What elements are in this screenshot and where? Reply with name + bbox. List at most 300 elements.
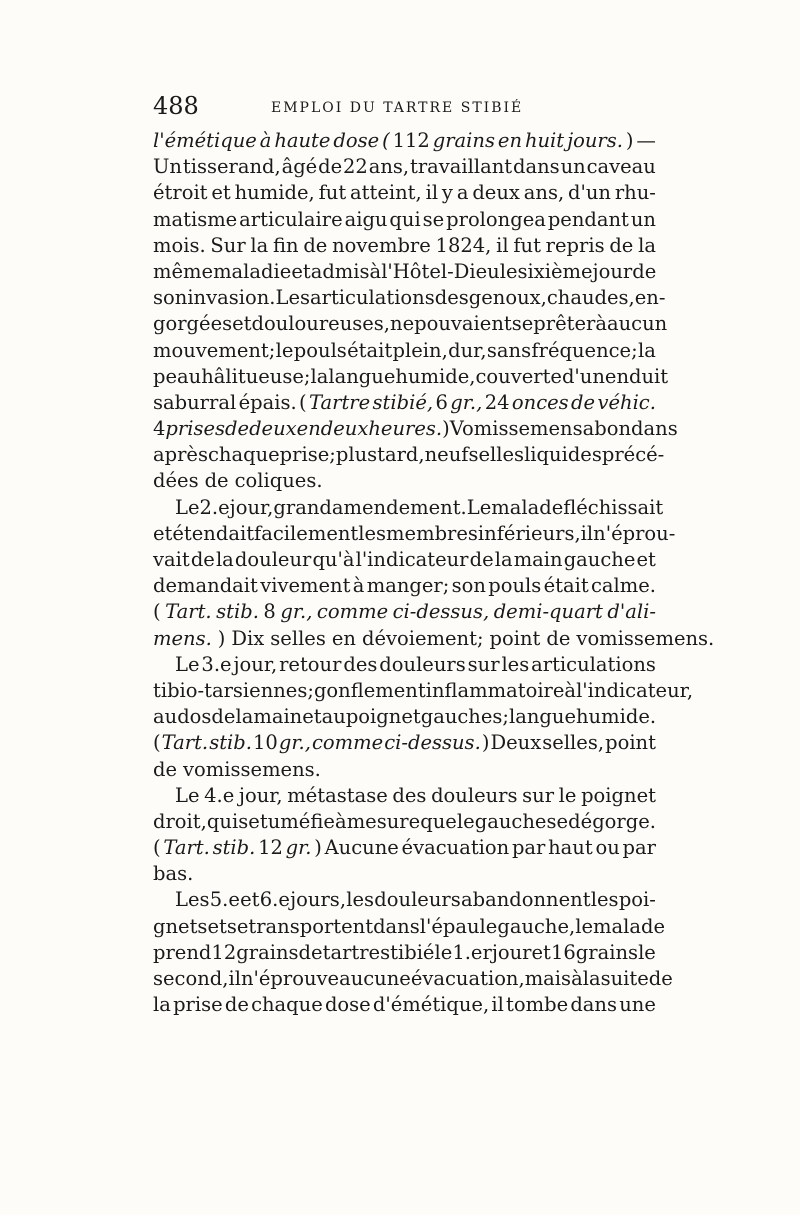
word: gorgées	[153, 312, 233, 336]
word: il	[496, 233, 509, 257]
word: articulations	[310, 286, 435, 310]
word: la	[215, 548, 234, 571]
word: qui	[206, 809, 239, 833]
word: genoux,	[468, 286, 547, 310]
word: de	[204, 469, 229, 493]
text-line	[153, 547, 656, 573]
word: dose	[333, 129, 380, 152]
word: stib.	[209, 731, 252, 755]
word: la	[250, 233, 269, 257]
word: précé-	[601, 443, 665, 467]
word: articulations	[531, 652, 656, 676]
word: gr.	[285, 836, 312, 860]
text-line	[153, 652, 656, 678]
word: )	[481, 731, 490, 755]
word: la	[494, 548, 513, 571]
word: liquides	[524, 443, 602, 467]
word: humide,	[234, 181, 315, 205]
word: aucun	[606, 312, 668, 336]
word: fut	[513, 233, 541, 257]
word: le	[575, 914, 594, 938]
word: dées	[153, 469, 199, 493]
word: grains	[575, 940, 639, 964]
word: prend	[153, 940, 212, 964]
word: 1.er	[452, 940, 492, 964]
text-line	[153, 311, 668, 337]
word: 16	[550, 940, 576, 964]
word: Dix	[231, 626, 265, 650]
word: de	[571, 390, 596, 414]
word: dans	[570, 993, 618, 1017]
word: de	[632, 259, 657, 283]
word: le	[638, 940, 656, 964]
word: mouvement;	[153, 338, 276, 362]
word: à	[571, 967, 583, 990]
word: sur	[467, 652, 500, 676]
word: malade	[593, 914, 666, 938]
word: 24	[484, 390, 510, 414]
text-line	[153, 757, 656, 783]
word: qui	[389, 207, 421, 231]
word: l'indicateur,	[576, 678, 694, 702]
word: métastase	[287, 783, 388, 807]
word: langue	[328, 364, 396, 388]
word: 22	[343, 155, 368, 179]
word: tartre	[322, 940, 381, 964]
word: second,	[153, 967, 229, 990]
word: plein,	[392, 338, 448, 362]
word: qu'à	[312, 548, 355, 571]
word: tombe	[506, 993, 569, 1017]
word: de	[211, 705, 236, 729]
word: l'épaule	[419, 914, 498, 938]
word: articulaire	[239, 207, 343, 231]
body-text	[153, 128, 715, 1018]
word: stibié	[380, 940, 435, 964]
word: était	[347, 338, 393, 362]
word: d'un	[561, 364, 605, 388]
word: par	[511, 836, 546, 860]
word: Les	[175, 888, 210, 912]
word: gauches;	[420, 705, 509, 729]
word: Deux	[490, 731, 542, 755]
text-line	[153, 626, 715, 652]
word: Le	[175, 783, 200, 807]
word: que	[420, 809, 457, 833]
word: invasion.	[187, 286, 276, 310]
word: l'émétique	[153, 129, 257, 152]
word: 4.e	[204, 783, 235, 807]
word: dans	[373, 914, 420, 938]
word: n'éprou-	[593, 521, 676, 545]
word: )	[442, 417, 450, 441]
word: gauche	[474, 809, 547, 833]
word: (	[153, 836, 161, 860]
word: admis	[310, 259, 370, 283]
text-line	[153, 285, 666, 311]
word: gonflement	[313, 678, 426, 702]
word: deux	[472, 181, 520, 205]
page-number: 488	[153, 92, 199, 120]
word: des	[343, 652, 378, 676]
word: )	[217, 626, 226, 650]
word: dégorge.	[568, 809, 656, 833]
word: chaque	[207, 443, 280, 467]
word: se	[511, 312, 534, 336]
word: Tart.	[161, 731, 209, 755]
text-line	[153, 914, 666, 940]
word: malade	[491, 495, 564, 519]
word: à	[369, 259, 382, 283]
word: plus	[335, 443, 378, 467]
word: à	[352, 574, 365, 598]
word: âgé	[281, 155, 318, 179]
word: manger;	[366, 574, 450, 598]
text-line	[153, 259, 656, 285]
word: 8	[263, 600, 276, 624]
word: et	[291, 259, 311, 283]
word: gr.,	[280, 600, 313, 624]
word: suite	[600, 967, 649, 990]
word: par	[622, 836, 656, 860]
word: douleur	[234, 548, 312, 571]
word: couverte	[475, 364, 562, 388]
word: et	[153, 521, 173, 545]
running-head: EMPLOI DU TARTRE STIBIÉ	[271, 100, 524, 116]
word: comme	[311, 731, 384, 755]
word: était	[543, 574, 589, 598]
word: a	[456, 181, 469, 205]
word: d'émétique,	[372, 993, 490, 1017]
word: douleurs	[431, 783, 518, 807]
word: —	[636, 129, 656, 152]
word: le	[456, 809, 475, 833]
word: pouls	[293, 338, 347, 362]
word: de	[318, 155, 343, 179]
word: dans	[513, 155, 560, 179]
word: (	[153, 600, 161, 624]
word: prêter	[533, 312, 596, 336]
word: coliques.	[234, 469, 323, 493]
text-line	[153, 128, 656, 154]
word: gnets	[153, 914, 208, 938]
word: ci-dessus,	[392, 600, 490, 624]
word: gauche,	[497, 914, 576, 938]
word: tuméfie	[259, 809, 335, 833]
word: onces	[511, 390, 569, 414]
word: 6	[435, 390, 448, 414]
word: point	[489, 626, 541, 650]
word: jours.	[567, 129, 623, 152]
word: retour	[279, 652, 342, 676]
word: Les	[275, 286, 310, 310]
word: droit,	[153, 809, 207, 833]
word: le	[499, 259, 518, 283]
word: prise	[173, 993, 223, 1017]
word: ans,	[368, 155, 410, 179]
word: la	[582, 967, 601, 990]
word: prolongea	[446, 207, 546, 231]
word: dur,	[448, 338, 487, 362]
word: les	[501, 652, 530, 676]
word: ci-dessus.	[384, 731, 481, 755]
word: pouvaient	[414, 312, 512, 336]
word: heures.	[368, 417, 443, 441]
word: ans,	[523, 181, 565, 205]
word: selles	[270, 626, 326, 650]
word: des	[392, 783, 427, 807]
word: ne	[390, 312, 415, 336]
word: mesure	[346, 809, 421, 833]
word: gr.,	[450, 390, 483, 414]
word: évacuation	[401, 836, 510, 860]
word: de	[153, 757, 178, 781]
word: selles	[468, 443, 525, 467]
word: inférieurs,	[477, 521, 581, 545]
word: pouls	[488, 574, 542, 598]
word: 3.e	[201, 652, 232, 676]
word: grand	[273, 495, 332, 519]
word: Un	[153, 155, 182, 179]
word: inflammatoire	[425, 678, 565, 702]
word: fréquence;	[531, 338, 638, 362]
word: haut	[548, 836, 593, 860]
text-line	[153, 599, 656, 625]
word: au	[321, 705, 346, 729]
text-line	[153, 338, 656, 364]
word: maladie	[213, 259, 292, 283]
text-line	[153, 364, 669, 390]
word: de	[469, 548, 494, 571]
word: de	[648, 967, 673, 990]
word: son	[451, 574, 486, 598]
word: étroit	[153, 181, 208, 205]
word: atteint,	[350, 181, 422, 205]
word: y	[441, 181, 453, 205]
word: d'ali-	[607, 600, 656, 624]
word: jour,	[233, 652, 278, 676]
word: il	[491, 993, 504, 1017]
text-line	[153, 495, 664, 521]
word: l'indicateur	[355, 548, 469, 571]
word: 6.e	[259, 888, 290, 912]
word: gauche	[563, 548, 636, 571]
word: et	[207, 914, 227, 938]
word: enduit	[604, 364, 669, 388]
word: la	[638, 233, 656, 257]
text-line	[153, 416, 678, 442]
word: son	[153, 286, 188, 310]
word: amendement.	[331, 495, 467, 519]
word: novembre	[332, 233, 431, 257]
word: poignet	[345, 705, 421, 729]
word: de	[303, 233, 328, 257]
word: mois.	[153, 233, 206, 257]
word: poi-	[618, 888, 656, 912]
word: les	[358, 521, 387, 545]
word: comme	[316, 600, 389, 624]
word: fin	[273, 233, 299, 257]
word: et	[232, 312, 252, 336]
text-line	[153, 730, 656, 756]
word: se	[226, 914, 249, 938]
word: 4	[153, 417, 166, 441]
word: caveau	[586, 155, 656, 179]
word: peau	[153, 364, 202, 388]
word: aigu	[344, 207, 388, 231]
word: se	[422, 207, 445, 231]
word: prise;	[279, 443, 336, 467]
word: une	[619, 993, 656, 1017]
word: l'Hôtel-Dieu	[381, 259, 500, 283]
word: il	[425, 181, 439, 205]
word: deux	[320, 417, 369, 441]
word: à	[334, 809, 347, 833]
word: d'un	[568, 181, 611, 205]
word: Aucune	[324, 836, 399, 860]
word: et	[531, 940, 551, 964]
word: les	[346, 888, 375, 912]
word: à	[564, 678, 577, 702]
word: vivement	[260, 574, 351, 598]
word: calme.	[590, 574, 656, 598]
word: humide.	[576, 705, 657, 729]
word: la	[153, 993, 171, 1017]
word: 112	[392, 129, 430, 152]
text-line	[153, 678, 694, 704]
word: grains	[236, 940, 299, 964]
word: ou	[595, 836, 620, 860]
word: deux	[249, 417, 297, 441]
text-line	[153, 809, 656, 835]
word: bas.	[153, 862, 194, 886]
word: prises	[165, 417, 226, 441]
word: saburral	[153, 390, 237, 414]
word: 10	[253, 731, 278, 755]
word: sixième	[517, 259, 593, 283]
word: même	[153, 259, 214, 283]
word: jour,	[229, 495, 274, 519]
text-line	[153, 835, 656, 861]
word: (	[382, 129, 390, 152]
word: de	[190, 548, 215, 571]
word: point	[605, 731, 656, 755]
word: il	[580, 521, 594, 545]
word: mens.	[153, 626, 212, 650]
word: Tart.	[165, 600, 212, 624]
word: en	[331, 626, 356, 650]
word: aucune	[339, 967, 411, 990]
word: grains	[432, 129, 495, 152]
text-line	[153, 233, 656, 259]
word: selles,	[542, 731, 605, 755]
word: jour,	[238, 783, 283, 807]
word: douloureuses,	[251, 312, 391, 336]
word: 2.e	[199, 495, 230, 519]
word: 1824,	[435, 233, 492, 257]
word: membres	[386, 521, 478, 545]
word: dévoiement;	[361, 626, 484, 650]
word: transportent	[248, 914, 374, 938]
word: et	[240, 888, 260, 912]
text-line	[153, 783, 656, 809]
word: de	[224, 993, 249, 1017]
word: et	[211, 181, 231, 205]
word: Sur	[210, 233, 246, 257]
word: (	[299, 390, 307, 414]
word: jours,	[290, 888, 347, 912]
word: main	[513, 548, 563, 571]
word: des	[434, 286, 469, 310]
word: la	[638, 338, 656, 362]
word: au	[153, 705, 178, 729]
text-line	[153, 992, 656, 1018]
word: et	[302, 705, 322, 729]
word: poignet	[581, 783, 656, 807]
text-line	[153, 521, 676, 547]
text-line	[153, 861, 656, 887]
word: )	[625, 129, 634, 152]
word: les	[590, 888, 619, 912]
word: chaque	[251, 993, 323, 1017]
word: 12	[211, 940, 237, 964]
text-line	[153, 390, 656, 416]
word: Le	[175, 495, 200, 519]
word: de	[225, 417, 250, 441]
word: neuf	[424, 443, 469, 467]
word: en	[497, 129, 523, 152]
word: et	[636, 548, 656, 571]
word: sans	[486, 338, 532, 362]
word: facilement	[254, 521, 359, 545]
word: se	[238, 809, 260, 833]
word: (	[153, 731, 161, 755]
word: dose	[324, 993, 371, 1017]
word: )	[314, 836, 322, 860]
word: le	[434, 940, 453, 964]
word: gr.,	[278, 731, 311, 755]
word: hâlitueuse;	[201, 364, 311, 388]
word: tisserand,	[182, 155, 281, 179]
word: stib.	[212, 836, 256, 860]
word: tard,	[377, 443, 425, 467]
word: de	[609, 233, 634, 257]
word: évacuation,	[410, 967, 525, 990]
word: tibio-tarsiennes;	[153, 678, 314, 702]
word: Le	[466, 495, 492, 519]
word: un	[630, 207, 656, 231]
word: vomissemens.	[183, 757, 321, 781]
word: fut	[318, 181, 347, 205]
word: il	[228, 967, 241, 990]
word: à	[595, 312, 607, 336]
word: douleurs	[379, 652, 466, 676]
word: en	[296, 417, 321, 441]
word: la	[310, 364, 329, 388]
word: épais.	[238, 390, 297, 414]
word: après	[153, 443, 208, 467]
word: travaillant	[409, 155, 513, 179]
word: demandait	[153, 574, 258, 598]
word: stibié,	[372, 390, 434, 414]
word: humide,	[395, 364, 476, 388]
page-header	[153, 92, 656, 126]
word: jour	[592, 259, 633, 283]
word: haute	[274, 129, 331, 152]
word: sur	[522, 783, 555, 807]
word: stib.	[216, 600, 259, 624]
word: douleurs	[374, 888, 461, 912]
